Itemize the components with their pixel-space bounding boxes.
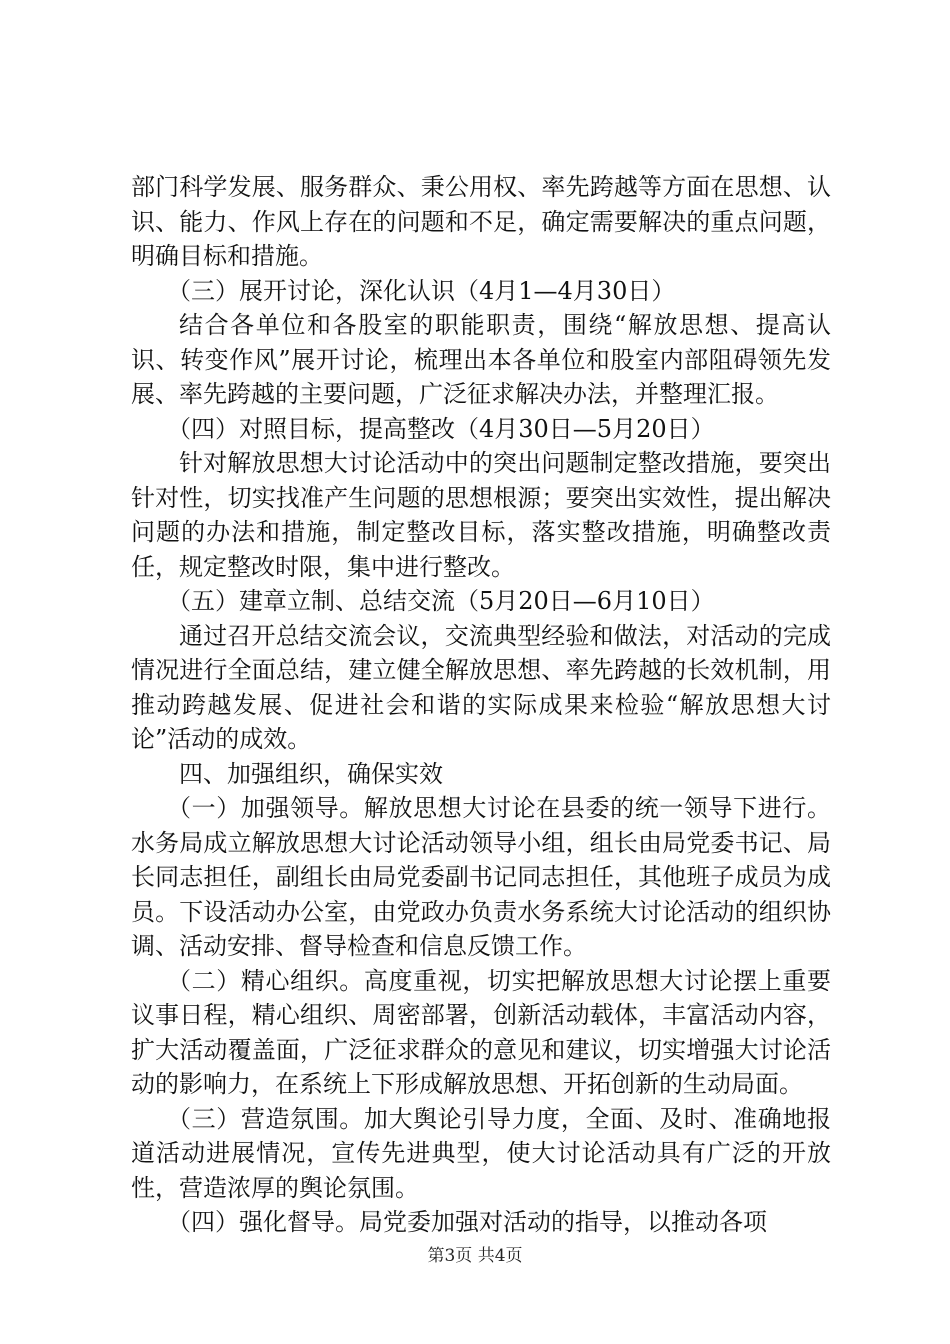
document-body — [131, 170, 831, 1240]
paragraph-organization: （二）精心组织。高度重视，切实把解放思想大讨论摆上重要议事日程，精心组织、周密部署，创新活动载体，丰富活动内容，扩大活动覆盖面，广泛征求群众的意见和建议，切实增强大讨论活动的影响力，在系统上下形成解放思想、开拓创新的生动局面。 — [131, 966, 831, 1098]
paragraph-continued: 部门科学发展、服务群众、秉公用权、率先跨越等方面在思想、认识、能力、作风上存在的问题和不足，确定需要解决的重点问题，明确目标和措施。 — [131, 173, 831, 270]
paragraph-summary: 通过召开总结交流会议，交流典型经验和做法，对活动的完成情况进行全面总结，建立健全解放思想、率先跨越的长效机制，用推动跨越发展、促进社会和谐的实际成果来检验“解放思想大讨论”活动的成效。 — [131, 621, 831, 753]
section-subheading-3: （三）展开讨论，深化认识（4月1—4月30日） — [167, 276, 676, 305]
section-subheading-4: （四）对照目标，提高整改（4月30日—5月20日） — [167, 414, 715, 443]
paragraph-rectification: 针对解放思想大讨论活动中的突出问题制定整改措施，要突出针对性，切实找准产生问题的思想根源；要突出实效性，提出解决问题的办法和措施，制定整改目标，落实整改措施，明确整改责任，规定整改时限，集中进行整改。 — [131, 449, 831, 581]
paragraph-atmosphere: （三）营造氛围。加大舆论引导力度，全面、及时、准确地报道活动进展情况，宣传先进典型，使大讨论活动具有广泛的开放性，营造浓厚的舆论氛围。 — [131, 1104, 831, 1202]
paragraph-leadership: （一）加强领导。解放思想大讨论在县委的统一领导下进行。水务局成立解放思想大讨论活动领导小组，组长由局党委书记、局长同志担任，副组长由局党委副书记同志担任，其他班子成员为成员。下设活动办公室，由党政办负责水务系统大讨论活动的组织协调、活动安排、督导检查和信息反馈工作。 — [131, 794, 831, 960]
paragraph-supervision: （四）强化督导。局党委加强对活动的指导，以推动各项 — [167, 1208, 767, 1236]
section-subheading-5: （五）建章立制、总结交流（5月20日—6月10日） — [167, 587, 715, 615]
paragraph-discussion: 结合各单位和各股室的职能职责，围绕“解放思想、提高认识、转变作风”展开讨论，梳理出本各单位和股室内部阻碍领先发展、率先跨越的主要问题，广泛征求解决办法，并整理汇报。 — [131, 311, 831, 408]
section-heading-4: 四、加强组织，确保实效 — [179, 759, 443, 788]
page-number-footer: 第3页 共4页 — [427, 1246, 523, 1266]
